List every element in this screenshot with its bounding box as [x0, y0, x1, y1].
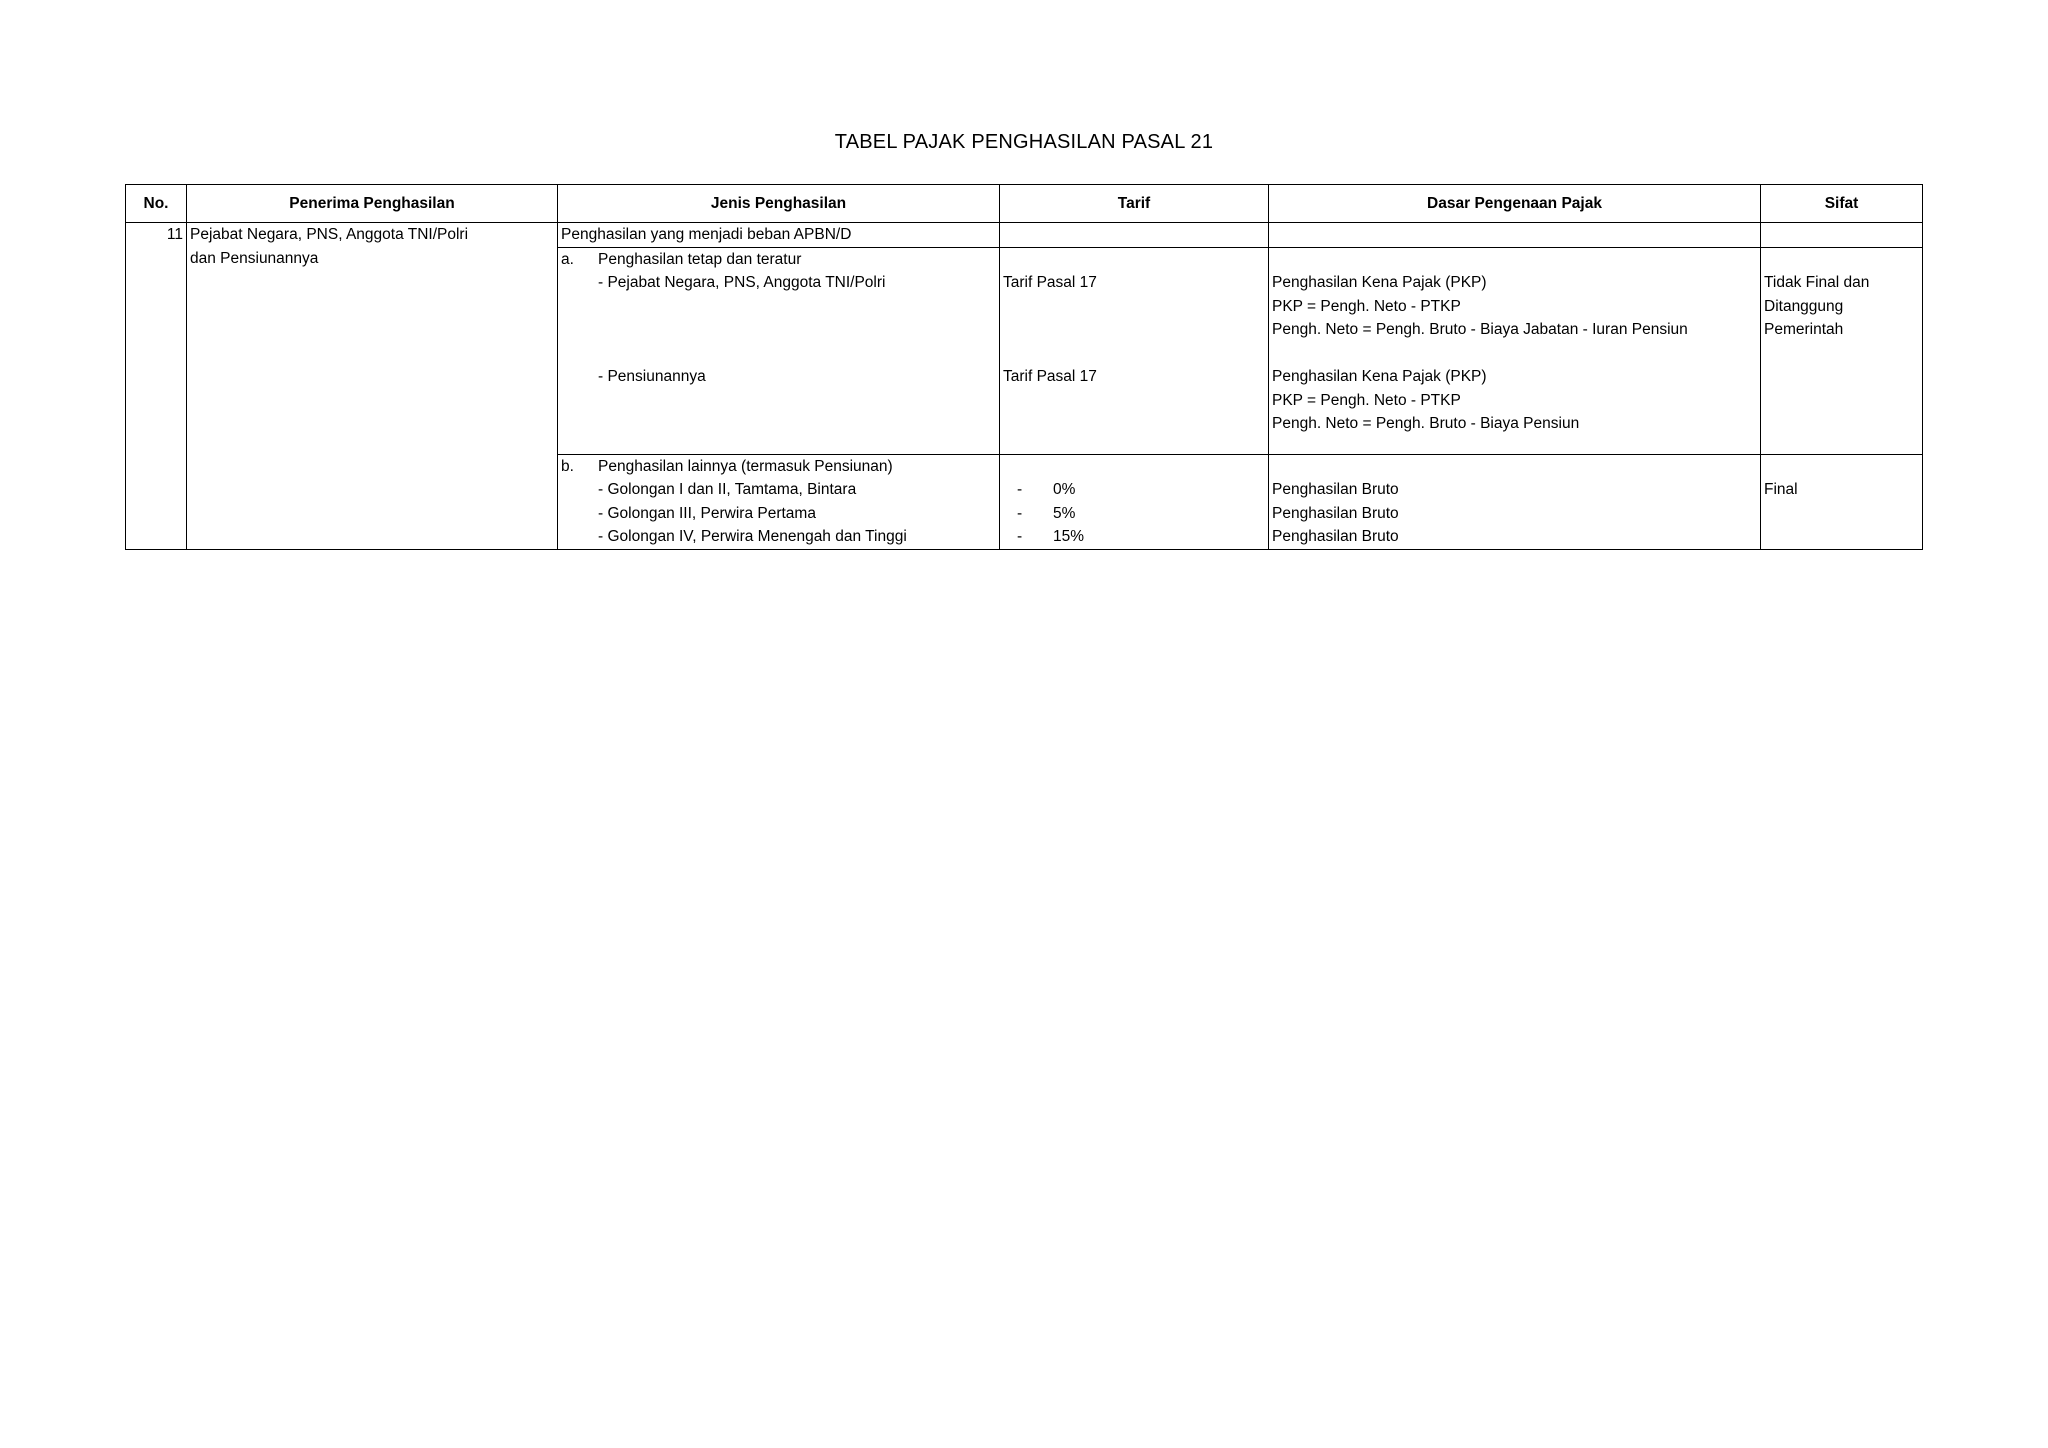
- section-b-item1-tarif-line: [1003, 478, 1265, 502]
- section-b-item3-tarif: 15%: [1053, 528, 1085, 545]
- section-b-heading: [561, 455, 996, 479]
- section-b-item1-dasar: Penghasilan Bruto: [1272, 481, 1399, 498]
- header-penerima: Penerima Penghasilan: [187, 185, 558, 223]
- section-b-item3-jenis: - Golongan IV, Perwira Menengah dan Tinggi: [598, 528, 907, 545]
- jenis-main-cell: [558, 223, 1000, 248]
- tarif-dash: -: [1017, 504, 1023, 522]
- section-b-item2-tarif-line: [1003, 502, 1265, 526]
- table-row: [126, 223, 1923, 248]
- section-b-item2-tarif: 5%: [1053, 504, 1076, 522]
- penerima-line-1: Pejabat Negara, PNS, Anggota TNI/Polri: [190, 226, 469, 243]
- page-title: TABEL PAJAK PENGHASILAN PASAL 21: [834, 131, 1214, 153]
- section-a-item1-jenis: - Pejabat Negara, PNS, Anggota TNI/Polri: [598, 274, 886, 291]
- header-dasar: Dasar Pengenaan Pajak: [1269, 185, 1761, 223]
- section-b-sifat: Final: [1764, 481, 1798, 498]
- row-no: 11: [166, 226, 183, 243]
- section-a-item2-jenis: - Pensiunannya: [598, 368, 706, 385]
- section-a-item1-dasar-3: Pengh. Neto = Pengh. Bruto - Biaya Jabatan - Iuran Pensiun: [1272, 321, 1688, 338]
- section-a-sifat-1: Tidak Final dan: [1764, 274, 1870, 291]
- jenis-section-a-cell: [558, 247, 1000, 454]
- row-no-cell: [126, 223, 187, 550]
- section-a-item2-dasar-3: Pengh. Neto = Pengh. Bruto - Biaya Pensiun: [1272, 415, 1580, 432]
- section-a-sifat-3: Pemerintah: [1764, 321, 1844, 338]
- tarif-empty-cell: [1000, 223, 1269, 248]
- header-jenis: Jenis Penghasilan: [558, 185, 1000, 223]
- section-b-label: b.: [561, 457, 574, 475]
- section-b-title: Penghasilan lainnya (termasuk Pensiunan): [598, 457, 893, 475]
- section-b-item1-tarif: 0%: [1053, 481, 1076, 498]
- section-a-item1-tarif: Tarif Pasal 17: [1003, 274, 1097, 291]
- dasar-empty-cell: [1269, 223, 1761, 248]
- penerima-line-2: dan Pensiunannya: [190, 249, 319, 267]
- section-a-label: a.: [561, 250, 574, 268]
- section-a-item2-dasar-1: Penghasilan Kena Pajak (PKP): [1272, 368, 1487, 385]
- jenis-section-b-cell: [558, 454, 1000, 549]
- section-a-item2-tarif: Tarif Pasal 17: [1003, 368, 1097, 385]
- tarif-section-a-cell: [1000, 247, 1269, 454]
- tax-table: [125, 184, 1923, 550]
- dasar-section-a-cell: [1269, 247, 1761, 454]
- section-b-item3-dasar: Penghasilan Bruto: [1272, 528, 1399, 545]
- section-b-item2-jenis: - Golongan III, Perwira Pertama: [598, 504, 816, 522]
- jenis-main: Penghasilan yang menjadi beban APBN/D: [561, 226, 852, 243]
- row-penerima-cell: [187, 223, 558, 550]
- sifat-section-b-cell: [1761, 454, 1923, 549]
- section-a-heading: [561, 248, 996, 272]
- header-no: No.: [126, 185, 187, 223]
- section-a-item1-dasar-1: Penghasilan Kena Pajak (PKP): [1272, 274, 1487, 291]
- sifat-empty-cell: [1761, 223, 1923, 248]
- tarif-dash: -: [1017, 528, 1023, 545]
- section-b-item1-jenis: - Golongan I dan II, Tamtama, Bintara: [598, 481, 857, 498]
- header-tarif: Tarif: [1000, 185, 1269, 223]
- table-header-row: [126, 185, 1923, 223]
- section-b-item2-dasar: Penghasilan Bruto: [1272, 504, 1399, 522]
- section-a-item1-dasar-2: PKP = Pengh. Neto - PTKP: [1272, 297, 1461, 315]
- section-a-title: Penghasilan tetap dan teratur: [598, 250, 802, 268]
- section-a-item2-dasar-2: PKP = Pengh. Neto - PTKP: [1272, 391, 1461, 409]
- tarif-section-b-cell: [1000, 454, 1269, 549]
- section-a-sifat-2: Ditanggung: [1764, 297, 1844, 315]
- header-sifat: Sifat: [1761, 185, 1923, 223]
- tarif-dash: -: [1017, 481, 1023, 498]
- section-b-item3-tarif-line: [1003, 525, 1265, 549]
- sifat-section-a-cell: [1761, 247, 1923, 454]
- dasar-section-b-cell: [1269, 454, 1761, 549]
